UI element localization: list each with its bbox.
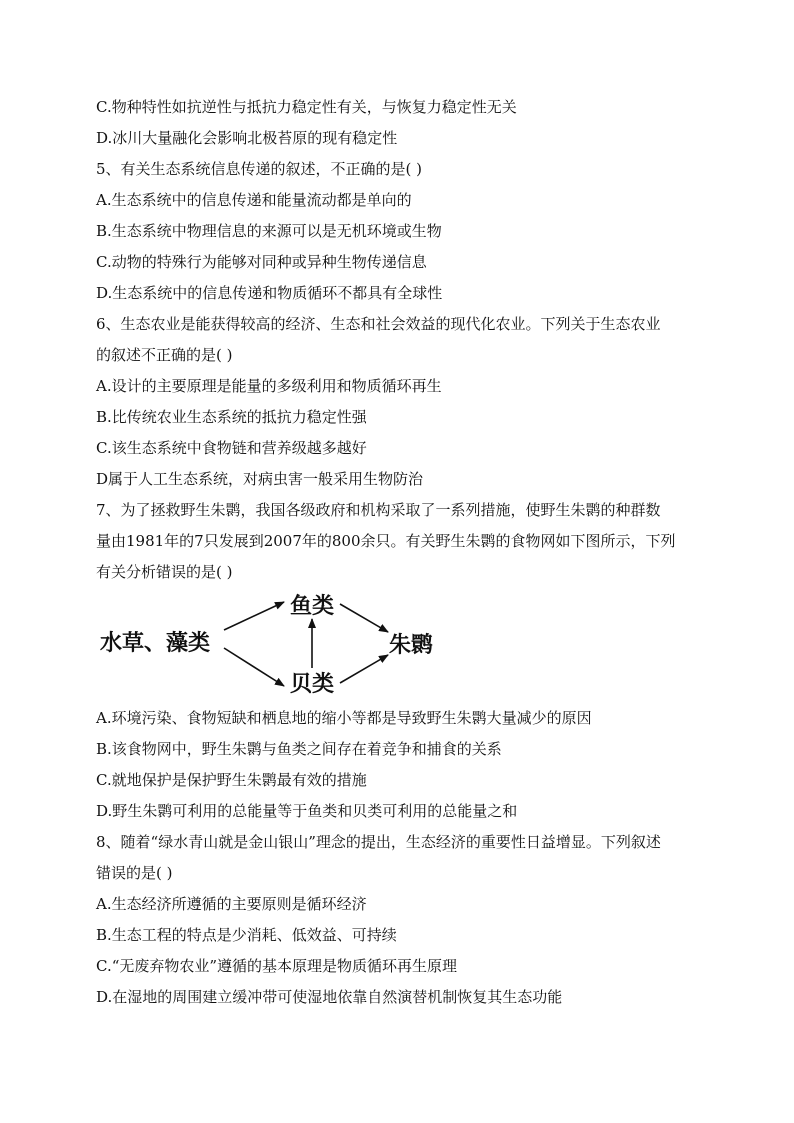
question-8-line-1: 8、随着“绿水青山就是金山银山”理念的提出，生态经济的重要性日益增显。下列叙述 bbox=[96, 833, 661, 851]
option-d-q8: D.在湿地的周围建立缓冲带可使湿地依靠自然演替机制恢复其生态功能 bbox=[96, 988, 563, 1006]
option-b-q5: B.生态系统中物理信息的来源可以是无机环境或生物 bbox=[96, 222, 442, 240]
arrow-producer-to-fish bbox=[224, 602, 284, 630]
option-a-q6: A.设计的主要原理是能量的多级利用和物质循环再生 bbox=[96, 377, 442, 395]
option-c-q4: C.物种特性如抗逆性与抵抗力稳定性有关，与恢复力稳定性无关 bbox=[96, 98, 517, 116]
question-5: 5、有关生态系统信息传递的叙述，不正确的是( ) bbox=[96, 160, 423, 178]
shellfish-node-label: 贝类 bbox=[290, 671, 335, 697]
question-7-line-1: 7、为了拯救野生朱鹮，我国各级政府和机构采取了一系列措施，使野生朱鹮的种群数 bbox=[96, 501, 661, 519]
option-c-q7: C.就地保护是保护野生朱鹮最有效的措施 bbox=[96, 771, 367, 789]
arrow-fish-to-ibis bbox=[340, 604, 388, 632]
option-c-q6: C.该生态系统中食物链和营养级越多越好 bbox=[96, 439, 367, 457]
option-b-q7: B.该食物网中，野生朱鹮与鱼类之间存在着竞争和捕食的关系 bbox=[96, 740, 502, 758]
option-c-q5: C.动物的特殊行为能够对同种或异种生物传递信息 bbox=[96, 253, 427, 271]
ibis-node-label: 朱鹮 bbox=[389, 632, 434, 658]
question-6-line-1: 6、生态农业是能获得较高的经济、生态和社会效益的现代化农业。下列关于生态农业 bbox=[96, 315, 661, 333]
option-c-q8: C.“无废弃物农业”遵循的基本原理是物质循环再生原理 bbox=[96, 957, 458, 975]
question-8-line-2: 错误的是( ) bbox=[96, 864, 173, 882]
arrow-producer-to-shellfish bbox=[224, 648, 284, 686]
arrow-shellfish-to-ibis bbox=[340, 655, 388, 683]
option-d-q6: D属于人工生态系统，对病虫害一般采用生物防治 bbox=[96, 470, 424, 488]
option-d-q4: D.冰川大量融化会影响北极苔原的现有稳定性 bbox=[96, 129, 398, 147]
fish-node-label: 鱼类 bbox=[290, 593, 335, 619]
option-b-q6: B.比传统农业生态系统的抵抗力稳定性强 bbox=[96, 408, 367, 426]
option-a-q5: A.生态系统中的信息传递和能量流动都是单向的 bbox=[96, 191, 412, 209]
question-6-line-2: 的叙述不正确的是( ) bbox=[96, 346, 233, 364]
food-web-svg bbox=[96, 588, 456, 698]
question-7-line-3: 有关分析错误的是( ) bbox=[96, 563, 233, 581]
option-a-q8: A.生态经济所遵循的主要原则是循环经济 bbox=[96, 895, 367, 913]
option-a-q7: A.环境污染、食物短缺和栖息地的缩小等都是导致野生朱鹮大量减少的原因 bbox=[96, 709, 592, 727]
option-d-q5: D.生态系统中的信息传递和物质循环不都具有全球性 bbox=[96, 284, 443, 302]
food-web-diagram bbox=[96, 588, 456, 698]
option-d-q7: D.野生朱鹮可利用的总能量等于鱼类和贝类可利用的总能量之和 bbox=[96, 802, 518, 820]
question-7-line-2: 量由1981年的7只发展到2007年的800余只。有关野生朱鹮的食物网如下图所示，下列 bbox=[96, 532, 676, 550]
option-b-q8: B.生态工程的特点是少消耗、低效益、可持续 bbox=[96, 926, 397, 944]
producer-node-label: 水草、藻类 bbox=[100, 630, 211, 656]
